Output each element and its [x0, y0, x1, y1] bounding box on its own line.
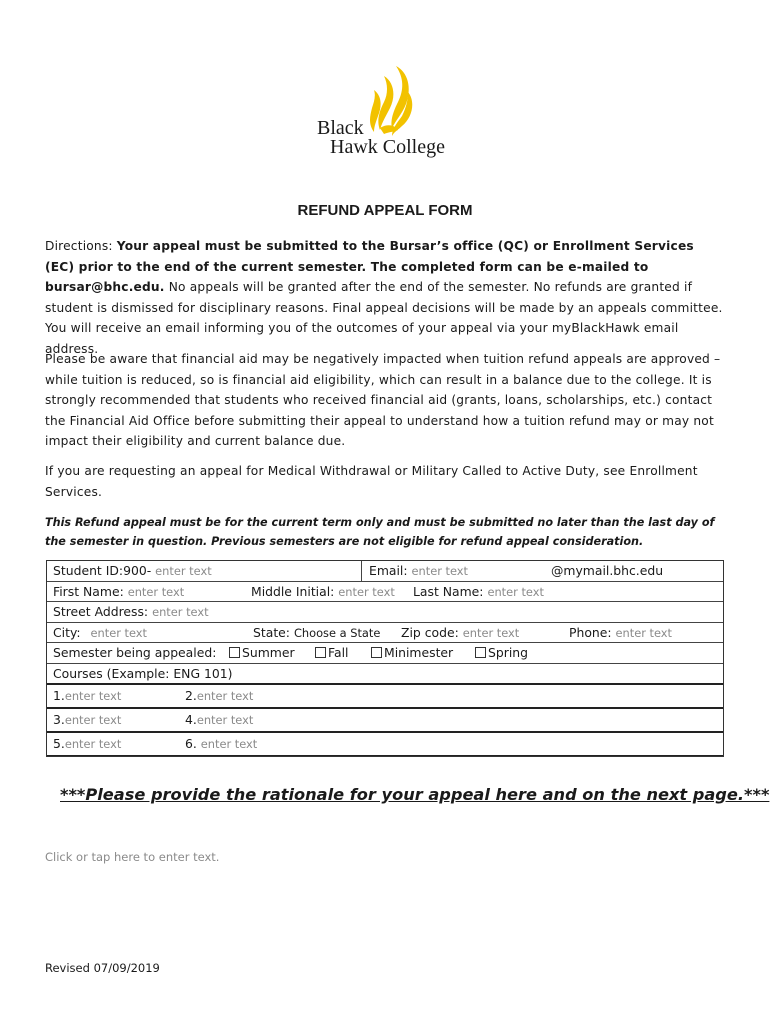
semester-option-summer[interactable]: Summer: [229, 645, 295, 660]
rationale-heading: ***Please provide the rationale for your appeal here and on the next page.***: [60, 785, 770, 804]
directions-label: Directions:: [45, 239, 113, 253]
middle-initial-input[interactable]: enter text: [338, 584, 395, 599]
zip-input[interactable]: enter text: [462, 625, 520, 640]
directions-bold: Your appeal must be submitted to the Bursar’s office (QC) or Enrollment Services (EC) prior to the end of the current semester. The completed form can be e-mailed to bursar@bhc.edu.: [45, 239, 694, 294]
state-label: State:: [253, 624, 290, 640]
last-name-label: Last Name:: [413, 583, 484, 599]
divider: [361, 561, 362, 581]
checkbox-icon[interactable]: [475, 647, 486, 658]
row-street: [47, 601, 723, 622]
checkbox-icon[interactable]: [371, 647, 382, 658]
course-1-number: 1.: [53, 688, 65, 703]
row-course-1-2: [47, 683, 723, 707]
course-4-number: 4.: [185, 712, 197, 727]
course-3-input[interactable]: enter text: [64, 713, 122, 727]
email-input[interactable]: enter text: [411, 564, 469, 578]
semester-option-fall[interactable]: Fall: [315, 645, 348, 660]
semester-option-minimester[interactable]: Minimester: [371, 645, 453, 660]
street-address-label: Street Address:: [53, 604, 149, 619]
course-6-input[interactable]: enter text: [200, 737, 258, 751]
email-domain: @mymail.bhc.edu: [551, 563, 664, 578]
row-semester: [47, 642, 723, 663]
state-select[interactable]: Choose a State: [293, 625, 381, 640]
row-names: [47, 581, 723, 602]
directions-rest: No appeals will be granted after the end of the semester. No refunds are granted if student is dismissed for disciplinary reasons. Final appeal decisions will be made by an appeals committee. You will receive an email informing you of the outcomes of your appeal via your myBlackHawk email address.: [45, 280, 723, 356]
course-1-input[interactable]: enter text: [64, 689, 122, 703]
email-label: Email:: [369, 563, 408, 578]
form-title: REFUND APPEAL FORM: [297, 202, 473, 219]
rationale-text-field[interactable]: Click or tap here to enter text.: [45, 850, 220, 864]
directions-paragraph: [45, 236, 725, 359]
row-course-5-6: [47, 731, 723, 756]
semester-option-spring[interactable]: Spring: [475, 645, 528, 660]
medical-withdrawal-paragraph: If you are requesting an appeal for Medical Withdrawal or Military Called to Active Duty, see Enrollment Services.: [45, 464, 698, 499]
revised-date: Revised 07/09/2019: [45, 961, 160, 975]
financial-aid-paragraph: Please be aware that financial aid may be negatively impacted when tuition refund appeals are approved – while tuition is reduced, so is financial aid eligibility, which can result in a balance due to the college. It is strongly recommended that students who received financial aid (grants, loans, scholarships, etc.) contact the Financial Aid Office before submitting their appeal to understand how a tuition refund may or may not impact their eligibility and current balance due.: [45, 352, 721, 448]
hawk-logo-icon: [312, 62, 462, 162]
phone-input[interactable]: enter text: [615, 625, 673, 640]
logo-line2: Hawk College: [330, 136, 445, 158]
course-2-number: 2.: [185, 688, 197, 703]
row-courses-label: [47, 663, 723, 684]
term-note: This Refund appeal must be for the current term only and must be submitted no later than the last day of the semester in question. Previous semesters are not eligible for refund appeal consideration.: [45, 516, 715, 548]
city-input[interactable]: enter text: [90, 625, 148, 640]
last-name-input[interactable]: enter text: [487, 584, 544, 599]
street-address-input[interactable]: enter text: [152, 605, 209, 619]
course-6-number: 6.: [185, 736, 201, 751]
student-id-input[interactable]: enter text: [155, 564, 212, 578]
row-city: [47, 622, 723, 643]
first-name-label: First Name:: [53, 583, 124, 599]
first-name-input[interactable]: enter text: [127, 584, 185, 599]
course-5-number: 5.: [53, 736, 65, 751]
checkbox-icon[interactable]: [315, 647, 326, 658]
refund-appeal-form-table: [46, 560, 724, 757]
semester-label: Semester being appealed:: [53, 645, 217, 660]
row-student-id: [47, 561, 723, 581]
course-4-input[interactable]: enter text: [196, 713, 254, 727]
checkbox-icon[interactable]: [229, 647, 240, 658]
courses-label: Courses (Example: ENG 101): [53, 665, 233, 681]
logo-line1: Black: [317, 117, 364, 139]
course-2-input[interactable]: enter text: [196, 689, 254, 703]
middle-initial-label: Middle Initial:: [251, 583, 335, 599]
course-5-input[interactable]: enter text: [64, 737, 122, 751]
city-label: City:: [53, 624, 81, 640]
zip-label: Zip code:: [401, 624, 459, 640]
course-3-number: 3.: [53, 712, 65, 727]
college-logo: [312, 62, 462, 162]
row-course-3-4: [47, 707, 723, 731]
phone-label: Phone:: [569, 624, 612, 640]
student-id-label: Student ID:900-: [53, 563, 152, 578]
